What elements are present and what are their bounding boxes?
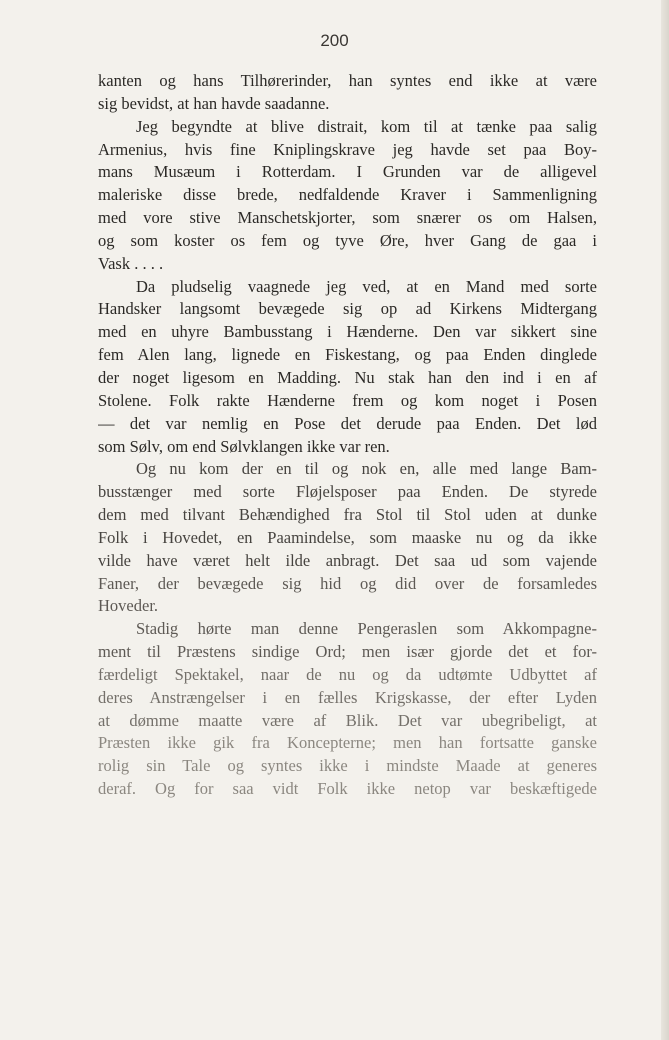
text-line: med en uhyre Bambusstang i Hænderne. Den var sikkert sine [98,322,597,342]
text-line: Stolene. Folk rakte Hænderne frem og kom noget i Posen [98,390,597,410]
text-line: Hoveder. [98,596,159,616]
text-line: rolig sin Tale og syntes ikke i mindste Maade at generes [98,756,597,776]
text-line: Handsker langsomt bevægede sig op ad Kirkens Midtergang [98,299,597,319]
text-line: ment til Præstens sindige Ord; men især gjorde det et for- [98,642,597,662]
text-line: kanten og hans Tilhørerinder, han syntes end ikke at være [98,71,597,90]
text-line: Folk i Hovedet, en Paamindelse, som maaske nu og da ikke [98,527,597,547]
page-edge-shadow [661,0,669,1040]
text-line: deraf. Og for saa vidt Folk ikke netop var beskæftigede [98,779,597,799]
text-line: Og nu kom der en til og nok en, alle med lange Bam- [136,459,597,479]
text-line: sig bevidst, at han havde saadanne. [98,93,330,113]
text-line: Præsten ikke gik fra Koncepterne; men han fortsatte ganske [98,733,597,753]
text-line: — det var nemlig en Pose det derude paa Enden. Det lød [98,413,597,433]
text-line: der noget ligesom en Madding. Nu stak han den ind i en af [98,367,597,387]
page-number: 200 [320,31,349,50]
text-line: mans Musæum i Rotterdam. I Grunden var de alligevel [98,162,597,182]
body-text [98,70,597,801]
text-line: maleriske disse brede, nedfaldende Kraver i Sammenligning [98,185,597,205]
text-line: og som koster os fem og tyve Øre, hver Gang de gaa i [98,230,597,250]
text-line: færdeligt Spektakel, naar de nu og da udtømte Udbyttet af [98,664,597,684]
text-line: som Sølv, om end Sølvklangen ikke var ren. [98,436,390,456]
text-line: fem Alen lang, lignede en Fiskestang, og paa Enden dinglede [98,345,597,365]
text-line: dem med tilvant Behændighed fra Stol til Stol uden at dunke [98,505,597,525]
text-line: deres Anstrængelser i en fælles Krigskasse, der efter Lyden [98,687,597,707]
text-line: Faner, der bevægede sig hid og did over de forsamledes [98,573,597,593]
text-line: at dømme maatte være af Blik. Det var ubegribeligt, at [98,710,597,730]
text-line: Jeg begyndte at blive distrait, kom til at tænke paa salig [136,116,597,136]
text-line: med vore stive Manschetskjorter, som snærer os om Halsen, [98,208,597,228]
text-line: Armenius, hvis fine Kniplingskrave jeg havde set paa Boy- [98,139,597,159]
text-line: busstænger med sorte Fløjelsposer paa Enden. De styrede [98,482,597,502]
text-line: Stadig hørte man denne Pengeraslen som Akkompagne- [136,619,597,639]
text-line: vilde have været helt ilde anbragt. Det saa ud som vajende [98,550,597,570]
text-line: Vask . . . . [98,253,164,273]
text-line: Da pludselig vaagnede jeg ved, at en Mand med sorte [136,276,597,296]
